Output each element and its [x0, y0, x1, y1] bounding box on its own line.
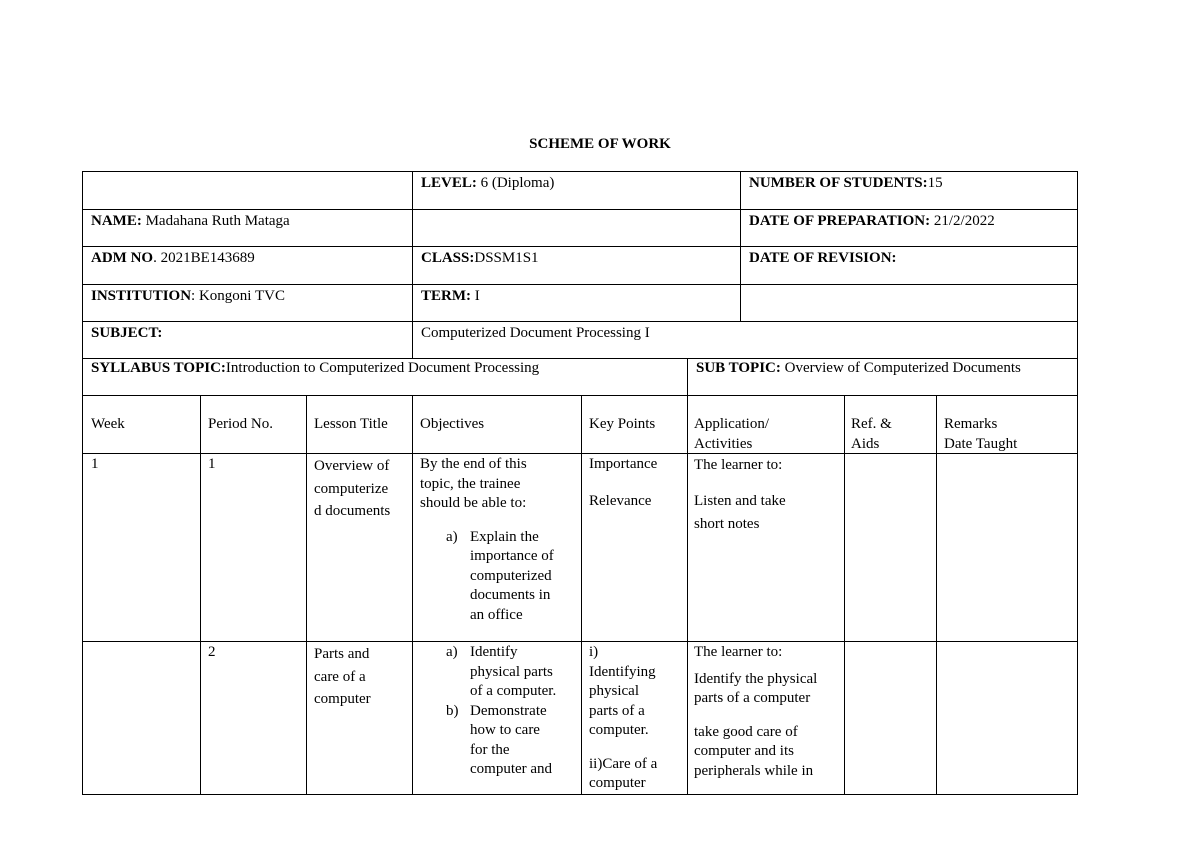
level-label: LEVEL:	[421, 175, 477, 191]
header-table	[82, 171, 1078, 396]
activity-line: The learner to:	[694, 644, 783, 660]
objective-line: for the	[470, 741, 510, 758]
activities-header-line: Activities	[694, 435, 753, 452]
activity-line: Listen and take	[694, 493, 786, 509]
row1-activities	[694, 455, 786, 535]
header-empty-cell	[412, 210, 740, 246]
row2-keypoints	[589, 643, 657, 794]
column-divider	[200, 396, 201, 794]
row1-lesson	[314, 455, 390, 523]
column-header-period: Period No.	[208, 416, 273, 432]
name-value: Madahana Ruth Mataga	[141, 213, 290, 229]
topic-cell	[83, 359, 687, 397]
keypoint-line: ii)Care of a	[589, 755, 658, 772]
objective-line: Explain the	[470, 528, 539, 545]
row2-period: 2	[208, 644, 216, 660]
institution-label: INSTITUTION	[91, 288, 192, 304]
row1-keypoints	[589, 455, 657, 511]
term-label: TERM:	[421, 288, 471, 304]
name-label: NAME:	[91, 213, 142, 229]
header-empty-cell	[83, 172, 412, 209]
keypoint-line: computer	[589, 775, 646, 791]
header-row-subject	[83, 322, 1077, 359]
objective-line: Identify	[470, 644, 518, 660]
revision-cell	[740, 247, 1077, 284]
ref-header-line: Ref. &	[851, 416, 892, 432]
keypoint-line: Identifying	[589, 663, 656, 680]
activity-line: Identify the physical	[694, 670, 818, 687]
row2-activities	[694, 643, 817, 781]
header-row-adm	[83, 247, 1077, 285]
institution-value: : Kongoni TVC	[191, 288, 285, 304]
header-row-institution	[83, 285, 1077, 322]
subject-cell	[83, 322, 412, 358]
adm-cell	[83, 247, 412, 284]
subject-value-cell	[412, 322, 1077, 358]
header-empty-cell	[740, 285, 1077, 321]
lesson-line: care of a	[314, 668, 366, 685]
row1-objectives	[420, 455, 554, 625]
objective-item	[442, 528, 554, 626]
topic-value: Introduction to Computerized Document Processing	[225, 360, 540, 376]
header-row-topic	[83, 359, 1077, 397]
objective-marker: b)	[446, 702, 459, 719]
column-divider	[306, 396, 307, 794]
keypoint-line: physical	[589, 683, 639, 699]
objective-item	[442, 702, 556, 780]
subtopic-cell	[687, 359, 1077, 397]
lesson-line: computerize	[314, 480, 389, 497]
objective-line: Demonstrate	[470, 702, 547, 719]
column-header-week: Week	[91, 416, 125, 432]
lesson-line: computer	[314, 691, 371, 707]
lesson-line: Overview of	[314, 458, 390, 474]
preparation-label: DATE OF PREPARATION:	[749, 213, 931, 229]
subtopic-label: SUB TOPIC:	[696, 360, 781, 376]
lesson-line: d documents	[314, 503, 391, 519]
column-header-keypoints: Key Points	[589, 416, 656, 432]
objective-marker: a)	[446, 644, 458, 660]
objective-line: importance of	[470, 548, 554, 564]
objective-line: how to care	[470, 722, 540, 738]
row1-week: 1	[91, 456, 99, 472]
students-value: 15	[927, 175, 943, 191]
header-row-name	[83, 210, 1077, 247]
preparation-cell	[740, 210, 1077, 246]
objective-list	[420, 643, 556, 780]
class-label: CLASS:	[421, 250, 475, 266]
students-cell	[740, 172, 1077, 209]
objective-line: computer and	[470, 761, 553, 777]
objective-marker: a)	[446, 528, 458, 545]
keypoint-line: computer.	[589, 722, 649, 738]
level-value: 6 (Diploma)	[476, 175, 555, 191]
keypoint-line: Importance	[589, 456, 658, 472]
column-header-remarks	[944, 415, 1017, 454]
keypoint-line: i)	[589, 644, 599, 660]
objective-list	[420, 528, 554, 626]
topic-label: SYLLABUS TOPIC:	[91, 360, 226, 376]
objective-intro-line: topic, the trainee	[420, 475, 521, 492]
keypoint-line: Relevance	[589, 492, 652, 509]
objective-line: computerized	[470, 567, 552, 584]
subject-value: Computerized Document Processing I	[421, 325, 650, 341]
column-divider	[936, 396, 937, 794]
column-header-ref	[851, 415, 892, 454]
column-divider	[412, 396, 413, 794]
row1-period: 1	[208, 456, 216, 472]
term-cell	[412, 285, 740, 321]
activity-line: computer and its	[694, 743, 794, 759]
column-header-objectives: Objectives	[420, 416, 485, 432]
objective-intro-line: should be able to:	[420, 495, 527, 511]
class-cell	[412, 247, 740, 284]
activity-line: short notes	[694, 516, 760, 532]
column-divider	[687, 396, 688, 794]
column-divider	[844, 396, 845, 794]
activity-line: parts of a computer	[694, 690, 811, 706]
term-value: I	[471, 288, 480, 304]
name-cell	[83, 210, 412, 246]
keypoint-line: parts of a	[589, 702, 645, 719]
objective-line: an office	[470, 606, 523, 623]
remarks-header-line: Date Taught	[944, 435, 1018, 452]
institution-cell	[83, 285, 412, 321]
level-cell	[412, 172, 740, 209]
objective-item	[442, 643, 556, 702]
row-divider	[83, 641, 1077, 642]
revision-label: DATE OF REVISION:	[749, 250, 897, 266]
row2-lesson	[314, 643, 371, 711]
objective-intro-line: By the end of this	[420, 456, 527, 472]
adm-value: . 2021BE143689	[153, 250, 255, 266]
objective-line: documents in	[470, 587, 551, 603]
column-header-activities	[694, 415, 769, 454]
lesson-line: Parts and	[314, 646, 370, 662]
ref-header-line: Aids	[851, 435, 880, 452]
page-title: SCHEME OF WORK	[529, 136, 671, 152]
column-divider	[581, 396, 582, 794]
row-divider	[83, 453, 1077, 454]
adm-label: ADM NO	[91, 250, 154, 266]
header-row-level	[83, 172, 1077, 210]
subject-label: SUBJECT:	[91, 325, 163, 341]
class-value: DSSM1S1	[474, 250, 539, 266]
activity-line: The learner to:	[694, 457, 783, 473]
activity-line: peripherals while in	[694, 762, 814, 779]
students-label: NUMBER OF STUDENTS:	[749, 175, 928, 191]
preparation-value: 21/2/2022	[930, 213, 995, 229]
subtopic-value: Overview of Computerized Documents	[780, 360, 1021, 376]
activity-line: take good care of	[694, 723, 798, 740]
remarks-header-line: Remarks	[944, 416, 998, 432]
row2-objectives	[420, 643, 556, 780]
column-header-lesson: Lesson Title	[314, 416, 388, 432]
activities-header-line: Application/	[694, 416, 769, 432]
objective-line: physical parts	[470, 663, 553, 680]
lesson-table	[82, 396, 1078, 795]
objective-line: of a computer.	[470, 683, 557, 699]
